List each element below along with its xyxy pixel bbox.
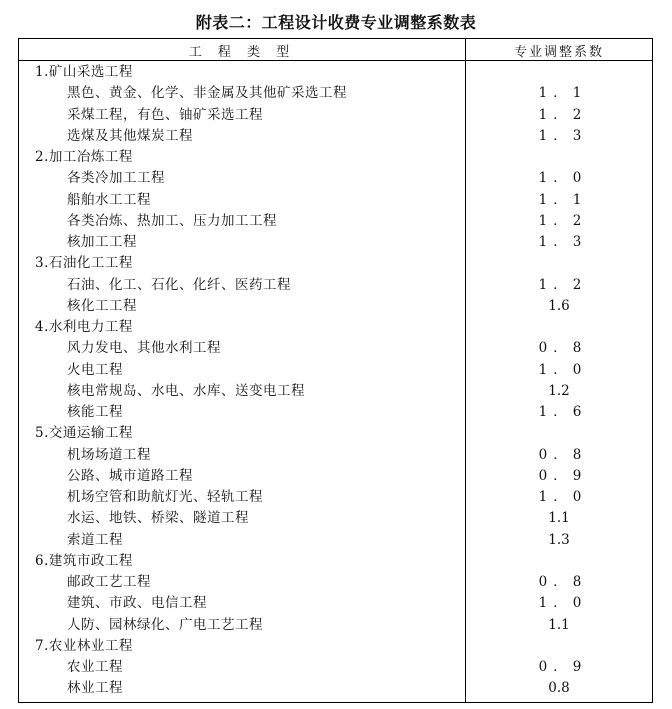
project-type: 风力发电、其他水利工程 (67, 340, 221, 357)
category-name: 7.农业林业工程 (35, 637, 133, 654)
coefficient-value: 1．6 (538, 404, 588, 420)
coefficient-value: 1．2 (538, 212, 588, 229)
table-row (19, 593, 652, 614)
category-row (19, 423, 652, 444)
coefficient-value: 0．9 (538, 659, 588, 675)
project-type: 公路、城市道路工程 (67, 467, 193, 484)
table-row (19, 402, 652, 423)
coefficient-value: 1．0 (538, 170, 588, 187)
category-name: 5.交通运输工程 (35, 425, 133, 442)
coefficient-value: 1．0 (538, 361, 588, 378)
table-row (19, 678, 652, 699)
coefficient-value: 1．0 (538, 489, 588, 505)
coefficient-value: 1．0 (538, 595, 588, 612)
project-type: 索道工程 (67, 531, 123, 548)
table-row (19, 445, 652, 466)
coefficient-table (18, 38, 653, 703)
table-row (19, 615, 652, 636)
coefficient-value: 1．3 (538, 127, 588, 144)
table-row (19, 657, 652, 678)
coefficient-value: 0．8 (538, 340, 588, 357)
project-type: 石油、化工、石化、化纤、医药工程 (67, 276, 291, 293)
project-type: 核加工工程 (67, 234, 137, 250)
coefficient-value: 1．1 (538, 191, 588, 208)
table-row (19, 338, 652, 359)
project-type: 采煤工程，有色、铀矿采选工程 (67, 106, 263, 123)
category-row (19, 317, 652, 338)
project-type: 各类冷加工工程 (67, 170, 165, 187)
table-row (19, 487, 652, 508)
table-body (19, 62, 652, 700)
table-row (19, 275, 652, 296)
header-project-type: 工 程 类 型 (188, 45, 296, 60)
project-type: 核化工工程 (67, 297, 137, 314)
table-row (19, 381, 652, 402)
table-row (19, 105, 652, 126)
project-type: 林业工程 (67, 680, 123, 697)
category-name: 3.石油化工工程 (35, 255, 133, 272)
table-row (19, 211, 652, 232)
table-row (19, 126, 652, 147)
table-row (19, 572, 652, 593)
category-row (19, 636, 652, 657)
table-row (19, 508, 652, 529)
coefficient-value: 1.1 (548, 510, 570, 527)
project-type: 邮政工艺工程 (67, 574, 151, 590)
project-type: 机场场道工程 (67, 446, 151, 463)
project-type: 核能工程 (67, 404, 123, 420)
project-type: 水运、地铁、桥梁、隧道工程 (67, 510, 249, 527)
coefficient-value: 1.1 (548, 616, 570, 633)
project-type: 农业工程 (67, 659, 123, 675)
project-type: 黑色、黄金、化学、非金属及其他矿采选工程 (67, 85, 347, 102)
table-row (19, 232, 652, 253)
table-row (19, 83, 652, 104)
table-row (19, 360, 652, 381)
project-type: 火电工程 (67, 361, 123, 378)
project-type: 建筑、市政、电信工程 (67, 595, 207, 612)
table-row (19, 190, 652, 211)
header-coefficient: 专业调整系数 (513, 45, 604, 60)
project-type: 核电常规岛、水电、水库、送变电工程 (67, 382, 305, 399)
project-type: 船舶水工工程 (67, 191, 151, 208)
project-type: 人防、园林绿化、广电工艺工程 (67, 616, 263, 633)
project-type: 机场空管和助航灯光、轻轨工程 (67, 489, 263, 505)
table-row (19, 168, 652, 189)
category-name: 2.加工冶炼工程 (35, 149, 133, 165)
table-row (19, 530, 652, 551)
table-row (19, 296, 652, 317)
coefficient-value: 1．3 (538, 234, 588, 250)
category-row (19, 62, 652, 83)
coefficient-value: 1．2 (538, 276, 588, 293)
project-type: 各类冶炼、热加工、压力加工工程 (67, 212, 277, 229)
document-title: 附表二：工程设计收费专业调整系数表 (195, 13, 477, 32)
category-name: 1.矿山采选工程 (35, 64, 133, 80)
table-row (19, 466, 652, 487)
category-name: 6.建筑市政工程 (35, 552, 133, 569)
coefficient-value: 1．1 (538, 85, 588, 102)
table-header (19, 39, 652, 61)
coefficient-value: 0．8 (538, 574, 588, 590)
category-name: 4.水利电力工程 (35, 319, 133, 335)
coefficient-value: 1.2 (548, 382, 570, 399)
coefficient-value: 1．2 (538, 106, 588, 123)
category-row (19, 551, 652, 572)
category-row (19, 253, 652, 274)
coefficient-value: 1.6 (548, 297, 570, 314)
coefficient-value: 0．9 (538, 467, 588, 484)
category-row (19, 147, 652, 168)
coefficient-value: 1.3 (548, 531, 570, 548)
coefficient-value: 0.8 (548, 680, 570, 697)
coefficient-value: 0．8 (538, 446, 588, 463)
project-type: 选煤及其他煤炭工程 (67, 127, 193, 144)
